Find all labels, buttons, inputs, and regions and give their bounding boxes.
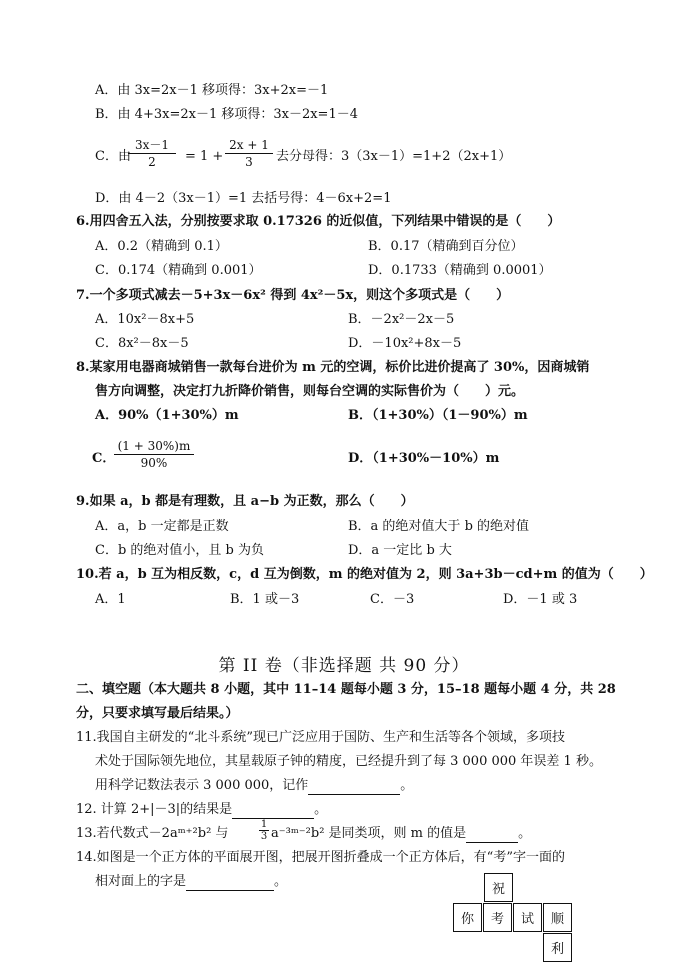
q14-line-1: 14.如图是一个正方体的平面展开图，把展开图折叠成一个正方体后，有“考”字一面的 (76, 850, 565, 865)
q12-answer-blank[interactable] (232, 804, 314, 819)
q8-stem-line-2: 售方向调整，决定打九折降价销售，则每台空调的实际售价为（ ）元。 (95, 384, 525, 399)
cube-net-face: 试 (513, 903, 542, 932)
section-2-intro-line-2: 分，只要求填写最后结果。） (76, 706, 239, 721)
cube-net-diagram (453, 873, 573, 963)
q12-text: 12. 计算 2+|－3|的结果是 (76, 802, 233, 817)
q6-option-a: A．0.2（精确到 0.1） (95, 239, 228, 254)
q14-end: 。 (274, 874, 288, 889)
q5-option-c-mid: = 1 + (185, 149, 224, 164)
cube-net-face: 你 (453, 903, 482, 932)
q5-option-d: D．由 4－2（3x－1）=1 去括号得：4－6x+2=1 (95, 191, 392, 206)
q11-line-1: 11.我国自主研发的“北斗系统”现已广泛应用于国防、生产和生活等各个领域，多项技 (76, 730, 565, 745)
q11-line-2: 术处于国际领先地位，其星载原子钟的精度，已经提升到了每 3 000 000 年误差 1 秒。 (95, 754, 602, 769)
q14-line-2-text: 相对面上的字是 (95, 874, 187, 889)
q5-fraction-1 (128, 137, 176, 170)
q13-answer-blank[interactable] (466, 828, 518, 843)
q8-option-c-prefix: C． (92, 451, 116, 466)
q10-option-c: C．－3 (370, 592, 415, 607)
q8-stem-line-1: 8.某家用电器商城销售一款每台进价为 m 元的空调，标价比进价提高了 30%，因商城销 (76, 360, 590, 375)
q9-option-c: C．b 的绝对值小，且 b 为负 (95, 543, 264, 558)
q8-fraction (114, 438, 194, 471)
section-2-intro-line-1: 二、填空题（本大题共 8 小题，其中 11–14 题每小题 3 分，15–18 题每小题 4 分，共 28 (76, 682, 616, 697)
q7-option-c: C．8x²－8x－5 (95, 336, 189, 351)
q9-option-d: D．a 一定比 b 大 (348, 543, 452, 558)
q7-option-a: A．10x²－8x+5 (95, 312, 195, 327)
q6-option-b: B．0.17（精确到百分位） (368, 239, 524, 254)
fraction-denominator: 3 (245, 155, 253, 169)
q13-fraction (259, 819, 269, 842)
fraction-numerator: (1 + 30%)m (114, 438, 194, 455)
q13-end: 。 (518, 826, 532, 841)
q10-option-a: A．1 (95, 592, 126, 607)
cube-net-face: 考 (483, 903, 512, 932)
q12-line (76, 801, 327, 819)
cube-net-face: 顺 (543, 903, 572, 932)
q14-line-2 (95, 873, 287, 891)
cube-net-face-top: 祝 (484, 873, 513, 902)
q5-option-b: B．由 4+3x=2x－1 移项得：3x－2x=1－4 (95, 107, 358, 122)
q13-suffix: a⁻³ᵐ⁻²b² 是同类项，则 m 的值是 (271, 826, 467, 841)
q7-option-d: D．－10x²+8x－5 (348, 336, 462, 351)
q10-option-b: B．1 或－3 (230, 592, 300, 607)
q10-stem: 10.若 a，b 互为相反数，c，d 互为倒数，m 的绝对值为 2，则 3a+3b－cd+m 的值为（ ） (76, 567, 653, 582)
section-2-title: 第 II 卷（非选择题 共 90 分） (218, 656, 470, 676)
fraction-numerator: 1 (260, 819, 268, 830)
q6-stem: 6.用四舍五入法，分别按要求取 0.17326 的近似值，下列结果中错误的是（ ） (76, 214, 561, 229)
q8-option-d: D．（1+30%－10%）m (348, 451, 500, 466)
q9-option-b: B．a 的绝对值大于 b 的绝对值 (348, 519, 530, 534)
q5-option-c-prefix: C．由 (95, 149, 131, 164)
cube-net-face-bottom: 利 (543, 933, 572, 962)
q11-line-3 (95, 777, 413, 795)
q14-answer-blank[interactable] (186, 876, 274, 891)
q11-answer-blank[interactable] (308, 780, 400, 795)
q9-option-a: A．a，b 一定都是正数 (95, 519, 229, 534)
q8-option-b: B．（1+30%）（1－90%）m (348, 408, 528, 423)
q13-suffix-line (271, 825, 531, 843)
q5-option-c-suffix: 去分母得：3（3x－1）=1+2（2x+1） (276, 149, 512, 164)
q13-prefix: 13.若代数式－2aᵐ⁺²b² 与 (76, 826, 229, 841)
fraction-denominator: 90% (140, 456, 168, 470)
q10-option-d: D．－1 或 3 (503, 592, 578, 607)
q7-option-b: B．－2x²－2x－5 (348, 312, 455, 327)
q11-line-3-text: 用科学记数法表示 3 000 000，记作 (95, 778, 309, 793)
q7-stem: 7.一个多项式减去－5+3x－6x² 得到 4x²－5x，则这个多项式是（ ） (76, 288, 510, 303)
fraction-denominator: 2 (148, 155, 156, 169)
fraction-numerator: 2x + 1 (225, 137, 273, 154)
q6-option-c: C．0.174（精确到 0.001） (95, 263, 262, 278)
fraction-numerator: 3x－1 (128, 137, 176, 154)
q5-fraction-2 (225, 137, 273, 170)
q6-option-d: D．0.1733（精确到 0.0001） (368, 263, 552, 278)
q8-option-a: A．90%（1+30%）m (95, 408, 239, 423)
fraction-denominator: 3 (260, 831, 268, 842)
q9-stem: 9.如果 a，b 都是有理数，且 a−b 为正数，那么（ ） (76, 494, 414, 509)
q12-end: 。 (314, 802, 328, 817)
q11-line-3-end: 。 (400, 778, 414, 793)
q5-option-a: A．由 3x=2x－1 移项得：3x+2x=－1 (95, 83, 329, 98)
